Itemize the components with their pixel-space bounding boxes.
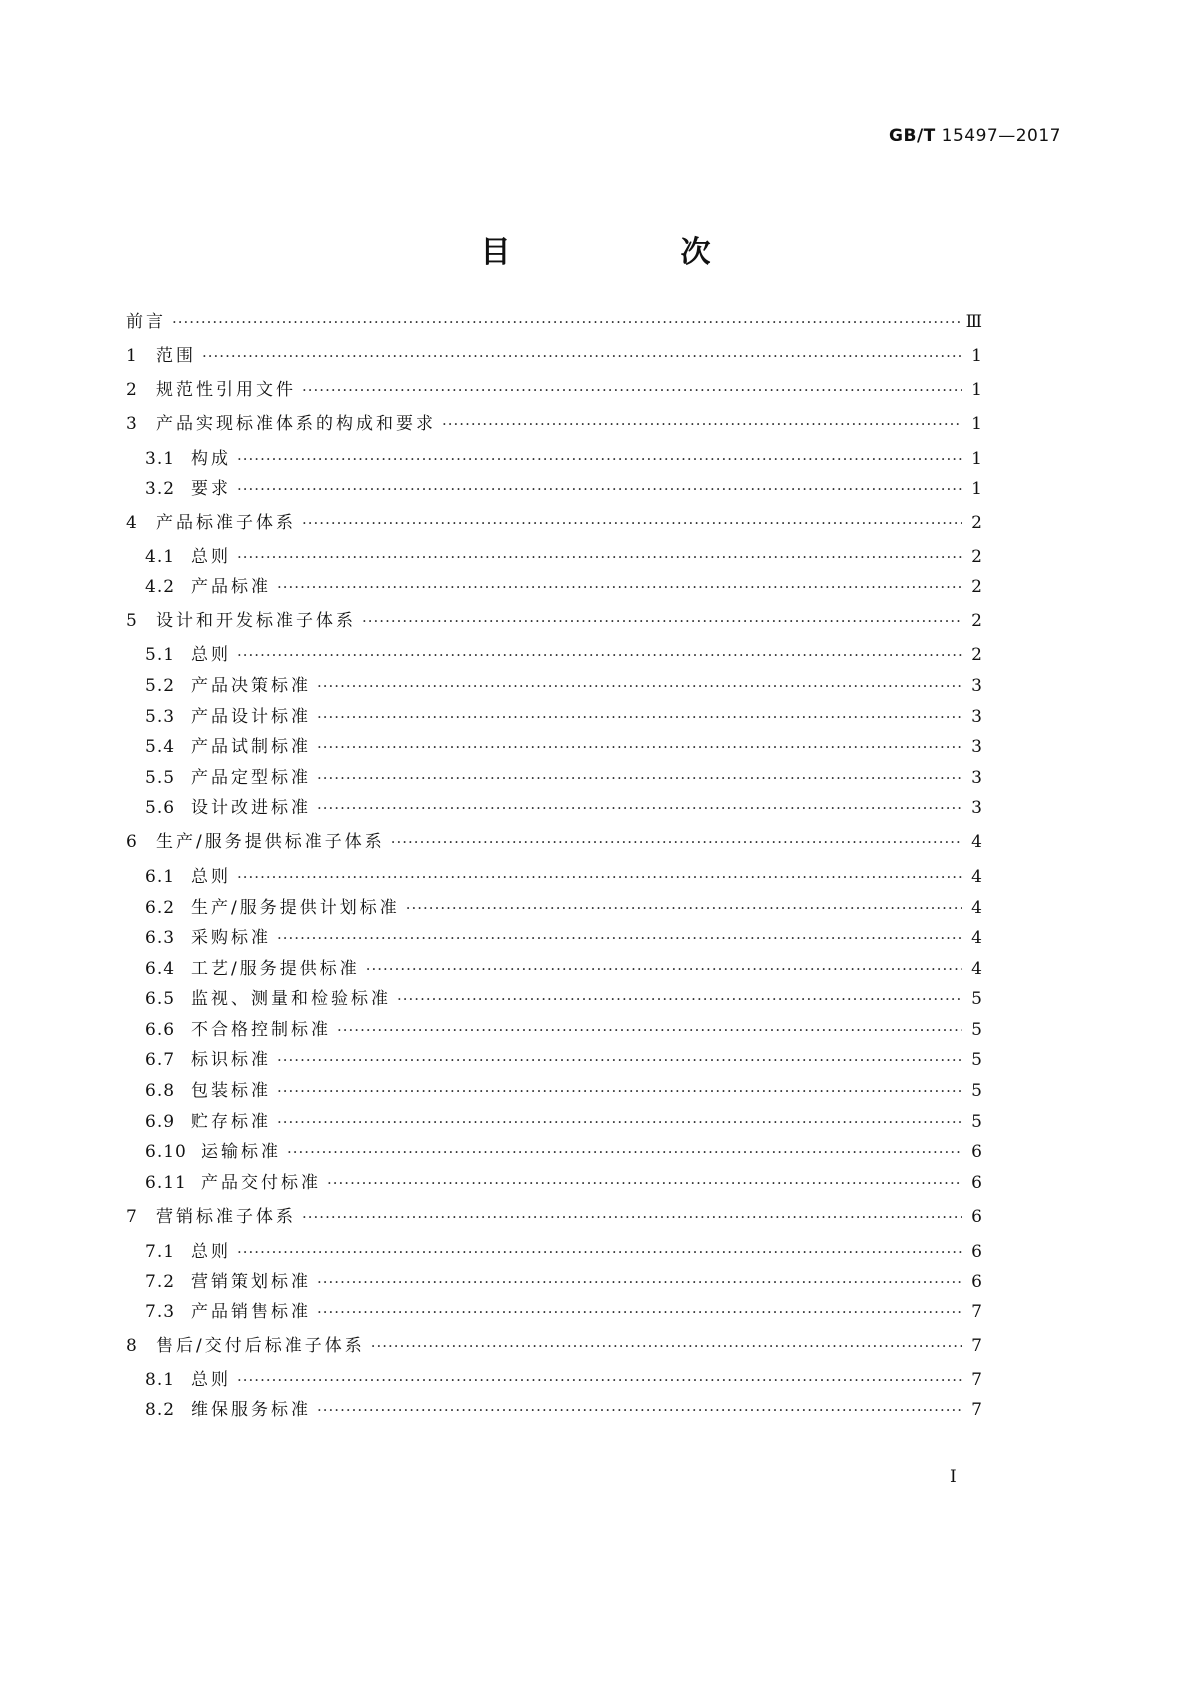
toc-entry-number: 6.4	[145, 959, 176, 979]
page-title: 目 次	[480, 235, 781, 270]
dot-leader	[317, 796, 962, 820]
toc-entry-label: 总则	[191, 1370, 231, 1390]
dot-leader	[371, 1334, 962, 1358]
toc-entry-number: 2	[126, 380, 138, 400]
toc-entry-label: 包装标准	[191, 1081, 271, 1101]
standard-number: 15497—2017	[941, 126, 1061, 146]
toc-entry-label: 构成	[191, 449, 231, 469]
toc-entry-page: 7	[971, 1400, 982, 1420]
toc-entry-number: 6.9	[145, 1112, 176, 1132]
toc-entry-page: 6	[971, 1242, 982, 1262]
toc-entry[interactable]	[145, 796, 982, 820]
toc-entry-label: 产品设计标准	[191, 707, 311, 727]
toc-entry[interactable]	[145, 1171, 982, 1195]
dot-leader	[362, 609, 962, 633]
toc-entry-label: 采购标准	[191, 928, 271, 948]
toc-entry[interactable]	[145, 1398, 982, 1422]
toc-entry-number: 3.1	[145, 449, 176, 469]
toc-entry-page: 2	[971, 513, 982, 533]
dot-leader	[317, 1398, 962, 1422]
toc-entry-page: 5	[971, 1050, 982, 1070]
standard-prefix: GB/T	[889, 126, 936, 146]
toc-entry-page: 2	[971, 547, 982, 567]
toc-entry-label: 总则	[191, 1242, 231, 1262]
toc-entry-number: 5.1	[145, 645, 176, 665]
dot-leader	[302, 511, 962, 535]
toc-entry-number: 1	[126, 346, 138, 366]
toc-entry-label: 前言	[126, 312, 166, 332]
toc-entry[interactable]	[145, 1270, 982, 1294]
toc-entry-page: 5	[971, 989, 982, 1009]
toc-entry-label: 标识标准	[191, 1050, 271, 1070]
toc-entry-number: 5.6	[145, 798, 176, 818]
toc-entry-number: 8	[126, 1336, 138, 1356]
toc-entry-page: 1	[971, 346, 982, 366]
toc-entry-page: 5	[971, 1112, 982, 1132]
toc-entry[interactable]	[126, 310, 982, 334]
toc-entry-number: 3	[126, 414, 138, 434]
toc-entry-number: 6.11	[145, 1173, 187, 1193]
dot-leader	[442, 412, 962, 436]
toc-entry[interactable]	[145, 766, 982, 790]
toc-entry[interactable]	[145, 1140, 982, 1164]
toc-entry-label: 产品实现标准体系的构成和要求	[156, 414, 436, 434]
toc-entry-page: 2	[971, 645, 982, 665]
toc-entry-page: 6	[971, 1173, 982, 1193]
dot-leader	[237, 447, 962, 471]
toc-entry[interactable]	[145, 1240, 982, 1264]
toc-entry[interactable]	[145, 643, 982, 667]
dot-leader	[302, 1205, 962, 1229]
toc-entry-number: 7.1	[145, 1242, 176, 1262]
toc-entry-number: 5.5	[145, 768, 176, 788]
toc-entry-page: 3	[971, 768, 982, 788]
toc-entry-page: 4	[971, 832, 982, 852]
toc-entry-number: 4	[126, 513, 138, 533]
dot-leader	[277, 1079, 962, 1103]
toc-entry[interactable]	[145, 1110, 982, 1134]
toc-entry-number: 6.10	[145, 1142, 187, 1162]
toc-entry-number: 6	[126, 832, 138, 852]
toc-entry-page: 6	[971, 1272, 982, 1292]
toc-entry-page: 1	[971, 449, 982, 469]
toc-entry-number: 7.3	[145, 1302, 176, 1322]
toc-entry[interactable]	[145, 1300, 982, 1324]
toc-entry-number: 6.2	[145, 898, 176, 918]
toc-entry[interactable]	[145, 1048, 982, 1072]
toc-entry[interactable]	[145, 447, 982, 471]
toc-entry-label: 产品定型标准	[191, 768, 311, 788]
toc-entry-label: 设计和开发标准子体系	[156, 611, 356, 631]
toc-entry[interactable]	[126, 1205, 982, 1229]
toc-entry[interactable]	[145, 926, 982, 950]
toc-entry[interactable]	[145, 705, 982, 729]
toc-entry-page: 1	[971, 414, 982, 434]
dot-leader	[237, 1240, 962, 1264]
toc-entry-number: 7.2	[145, 1272, 176, 1292]
dot-leader	[237, 643, 962, 667]
toc-entry-page: 4	[971, 928, 982, 948]
toc-entry[interactable]	[126, 412, 982, 436]
dot-leader	[302, 378, 962, 402]
toc-entry-number: 6.6	[145, 1020, 176, 1040]
dot-leader	[317, 766, 962, 790]
toc-entry-label: 维保服务标准	[191, 1400, 311, 1420]
toc-entry-label: 范围	[156, 346, 196, 366]
toc-entry-page: 3	[971, 737, 982, 757]
toc-entry-label: 营销策划标准	[191, 1272, 311, 1292]
dot-leader	[391, 830, 962, 854]
toc-entry-label: 生产/服务提供计划标准	[191, 898, 400, 918]
toc-entry-number: 3.2	[145, 479, 176, 499]
toc-entry-number: 5	[126, 611, 138, 631]
toc-entry-label: 贮存标准	[191, 1112, 271, 1132]
toc-entry[interactable]	[126, 1334, 982, 1358]
toc-entry[interactable]	[145, 575, 982, 599]
dot-leader	[237, 1368, 962, 1392]
toc-entry-number: 4.1	[145, 547, 176, 567]
toc-entry-label: 不合格控制标准	[191, 1020, 331, 1040]
toc-entry-number: 6.8	[145, 1081, 176, 1101]
toc-entry[interactable]	[126, 378, 982, 402]
toc-entry-label: 工艺/服务提供标准	[191, 959, 360, 979]
toc-entry-page: 2	[971, 611, 982, 631]
dot-leader	[317, 674, 962, 698]
toc-entry-number: 5.3	[145, 707, 176, 727]
toc-entry-page: 4	[971, 959, 982, 979]
dot-leader	[277, 1048, 962, 1072]
toc-entry[interactable]	[145, 1018, 982, 1042]
toc-entry-number: 8.2	[145, 1400, 176, 1420]
toc-entry-number: 7	[126, 1207, 138, 1227]
dot-leader	[397, 987, 962, 1011]
dot-leader	[277, 926, 962, 950]
dot-leader	[317, 1300, 962, 1324]
toc-entry-label: 售后/交付后标准子体系	[156, 1336, 365, 1356]
dot-leader	[317, 735, 962, 759]
toc-entry-page: 7	[971, 1302, 982, 1322]
toc-entry[interactable]	[145, 865, 982, 889]
dot-leader	[406, 896, 962, 920]
toc-entry[interactable]	[145, 957, 982, 981]
toc-entry-page: 1	[971, 479, 982, 499]
toc-entry-number: 8.1	[145, 1370, 176, 1390]
toc-entry-label: 要求	[191, 479, 231, 499]
toc-entry-page: 1	[971, 380, 982, 400]
toc-entry-page: 3	[971, 798, 982, 818]
toc-entry[interactable]	[126, 344, 982, 368]
toc-entry-label: 总则	[191, 867, 231, 887]
toc-entry-number: 6.1	[145, 867, 176, 887]
toc-entry[interactable]	[126, 511, 982, 535]
dot-leader	[366, 957, 962, 981]
dot-leader	[277, 1110, 962, 1134]
toc-entry-page: 7	[971, 1336, 982, 1356]
dot-leader	[237, 865, 962, 889]
toc-entry-page: 7	[971, 1370, 982, 1390]
dot-leader	[172, 310, 960, 334]
dot-leader	[287, 1140, 962, 1164]
toc-entry[interactable]	[145, 735, 982, 759]
toc-entry-label: 生产/服务提供标准子体系	[156, 832, 385, 852]
toc-entry-label: 产品标准	[191, 577, 271, 597]
toc-entry-page: 2	[971, 577, 982, 597]
dot-leader	[317, 705, 962, 729]
toc-entry-label: 运输标准	[201, 1142, 281, 1162]
toc-entry-label: 产品决策标准	[191, 676, 311, 696]
toc-entry[interactable]	[145, 987, 982, 1011]
toc-entry-page: 3	[971, 676, 982, 696]
toc-entry[interactable]	[145, 545, 982, 569]
toc-entry-label: 设计改进标准	[191, 798, 311, 818]
toc-entry-label: 总则	[191, 645, 231, 665]
toc-entry[interactable]	[145, 674, 982, 698]
toc-entry-label: 规范性引用文件	[156, 380, 296, 400]
toc-entry-page: Ⅲ	[965, 312, 982, 332]
toc-entry-number: 6.3	[145, 928, 176, 948]
toc-entry[interactable]	[126, 830, 982, 854]
toc-entry-page: 5	[971, 1020, 982, 1040]
toc-entry-label: 总则	[191, 547, 231, 567]
toc-entry[interactable]	[145, 477, 982, 501]
dot-leader	[337, 1018, 962, 1042]
toc-entry[interactable]	[126, 609, 982, 633]
toc-entry-number: 4.2	[145, 577, 176, 597]
dot-leader	[237, 477, 962, 501]
dot-leader	[317, 1270, 962, 1294]
dot-leader	[237, 545, 962, 569]
dot-leader	[327, 1171, 962, 1195]
toc-entry-page: 3	[971, 707, 982, 727]
toc-entry-label: 产品标准子体系	[156, 513, 296, 533]
toc-entry-page: 6	[971, 1142, 982, 1162]
toc-entry-number: 5.2	[145, 676, 176, 696]
dot-leader	[202, 344, 962, 368]
toc-entry-page: 5	[971, 1081, 982, 1101]
toc-entry[interactable]	[145, 1079, 982, 1103]
toc-entry-label: 营销标准子体系	[156, 1207, 296, 1227]
toc-entry-label: 监视、测量和检验标准	[191, 989, 391, 1009]
toc-entry-page: 4	[971, 898, 982, 918]
toc-entry-label: 产品销售标准	[191, 1302, 311, 1322]
standard-code	[889, 126, 1061, 146]
toc-entry-label: 产品试制标准	[191, 737, 311, 757]
toc-entry-label: 产品交付标准	[201, 1173, 321, 1193]
toc-entry-number: 5.4	[145, 737, 176, 757]
page-number: I	[950, 1467, 957, 1487]
dot-leader	[277, 575, 962, 599]
toc-entry-number: 6.5	[145, 989, 176, 1009]
toc-entry[interactable]	[145, 896, 982, 920]
toc-entry[interactable]	[145, 1368, 982, 1392]
toc-entry-number: 6.7	[145, 1050, 176, 1070]
toc-entry-page: 6	[971, 1207, 982, 1227]
toc-entry-page: 4	[971, 867, 982, 887]
